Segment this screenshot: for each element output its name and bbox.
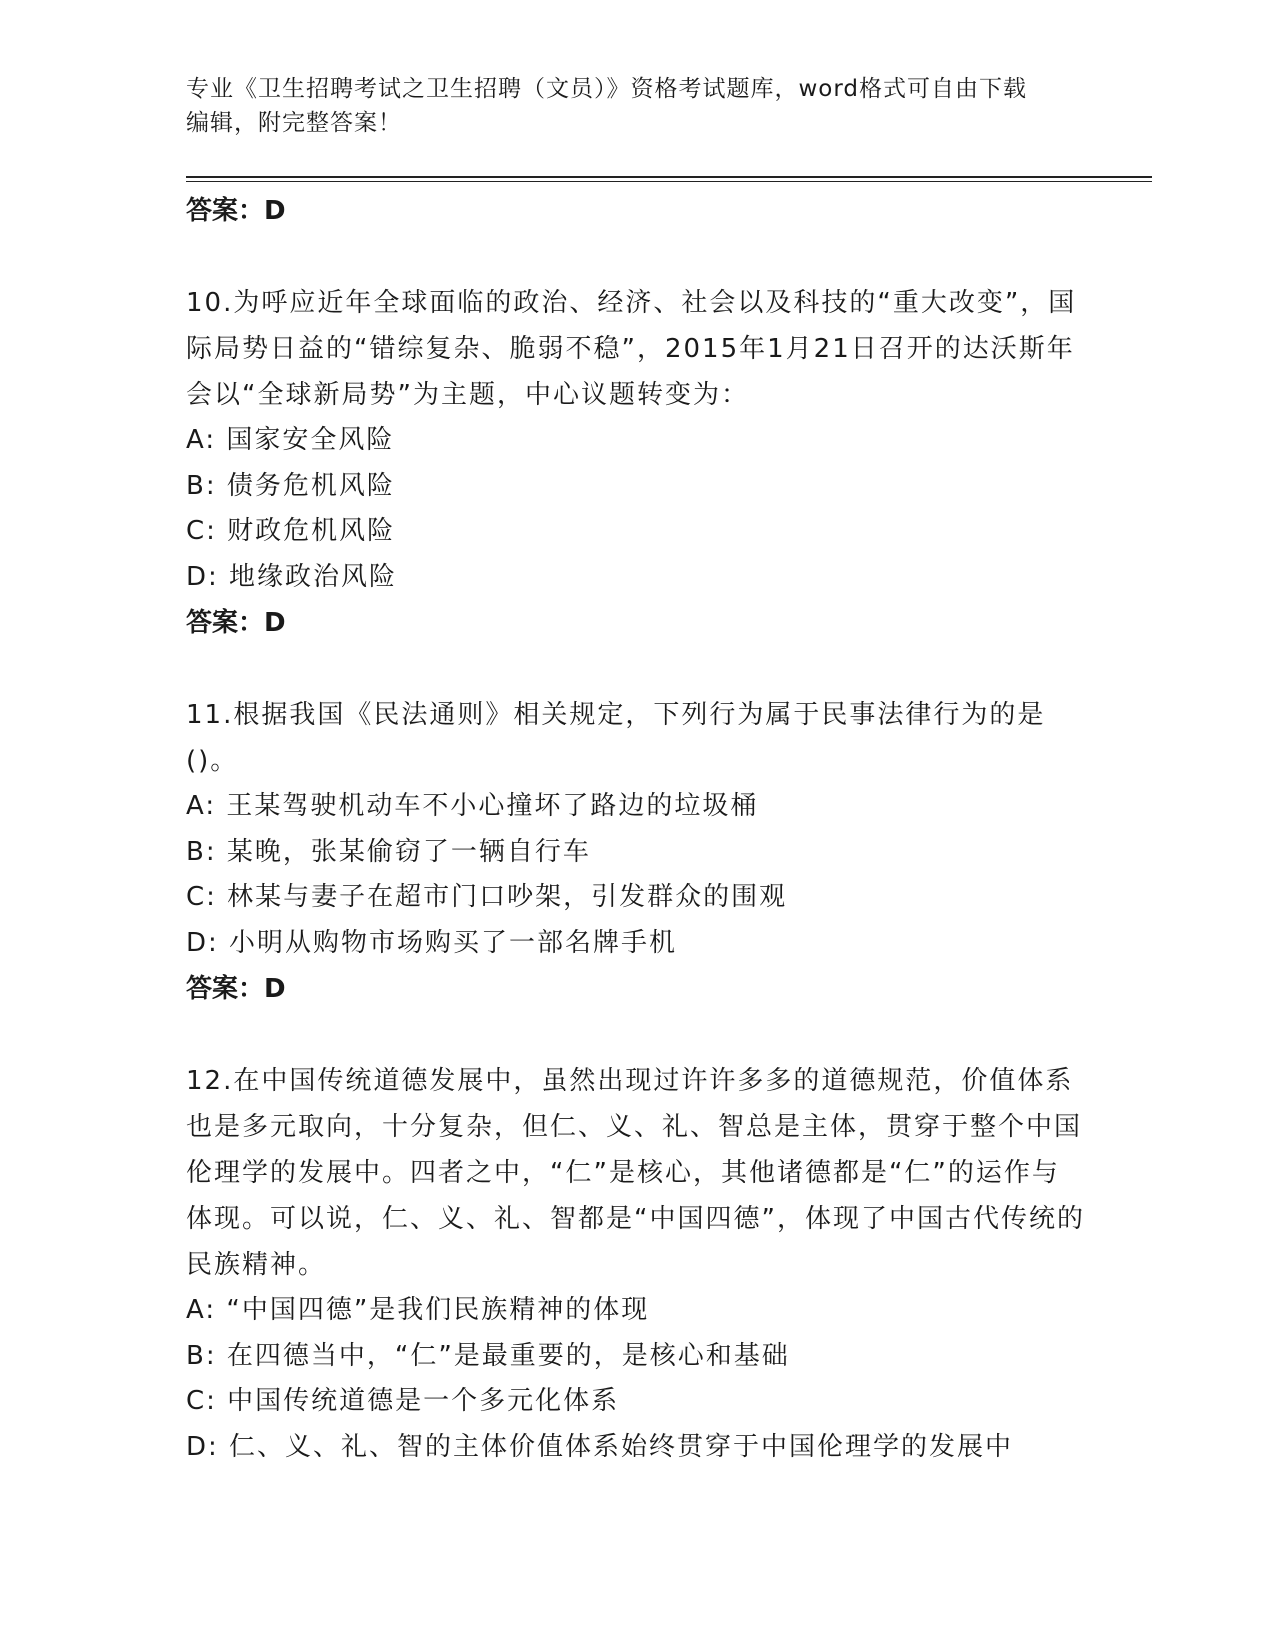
header-divider-thick (186, 176, 1152, 178)
question-text: 12.在中国传统道德发展中，虽然出现过许许多多的道德规范，价值体系也是多元取向，十分复杂，但仁、义、礼、智总是主体，贯穿于整个中国伦理学的发展中。四者之中，“仁”是核心，其他诸德都是“仁”的运作与体现。可以说，仁、义、礼、智都是“中国四德”，体现了中国古代传统的民族精神。 (186, 1066, 1085, 1280)
option-d: D: 小明从购物市场购买了一部名牌手机 (186, 927, 678, 958)
option-c: C: 林某与妻子在超市门口吵架，引发群众的围观 (186, 882, 788, 912)
answer-line: 答案：D (186, 196, 286, 226)
question-11 (186, 692, 1086, 1012)
header-line-2: 编辑，附完整答案！ (186, 110, 402, 136)
header-divider-thin (186, 181, 1152, 182)
question-text: 11.根据我国《民法通则》相关规定，下列行为属于民事法律行为的是()。 (186, 700, 1046, 776)
option-b: B: 某晚，张某偷窃了一辆自行车 (186, 836, 591, 867)
option-b: B: 在四德当中，“仁”是最重要的，是核心和基础 (186, 1340, 790, 1371)
document-header (186, 72, 1066, 140)
header-line-1: 专业《卫生招聘考试之卫生招聘（文员）》资格考试题库，word格式可自由下载 (186, 76, 1028, 102)
option-d: D: 地缘政治风险 (186, 561, 398, 592)
question-12 (186, 1058, 1086, 1470)
answer-line: 答案：D (186, 974, 286, 1004)
option-a: A: 王某驾驶机动车不小心撞坏了路边的垃圾桶 (186, 791, 759, 821)
option-a: A: 国家安全风险 (186, 425, 395, 455)
option-d: D: 仁、义、礼、智的主体价值体系始终贯穿于中国伦理学的发展中 (186, 1431, 1014, 1462)
answer-line: 答案：D (186, 608, 286, 638)
question-10 (186, 280, 1086, 646)
option-c: C: 财政危机风险 (186, 516, 396, 546)
option-b: B: 债务危机风险 (186, 470, 395, 501)
option-a: A: “中国四德”是我们民族精神的体现 (186, 1295, 650, 1325)
document-body (186, 188, 1086, 1470)
question-text: 10.为呼应近年全球面临的政治、经济、社会以及科技的“重大改变”，国际局势日益的“错综复杂、脆弱不稳”，2015年1月21日召开的达沃斯年会以“全球新局势”为主题，中心议题转变为： (186, 288, 1077, 410)
option-c: C: 中国传统道德是一个多元化体系 (186, 1386, 620, 1416)
